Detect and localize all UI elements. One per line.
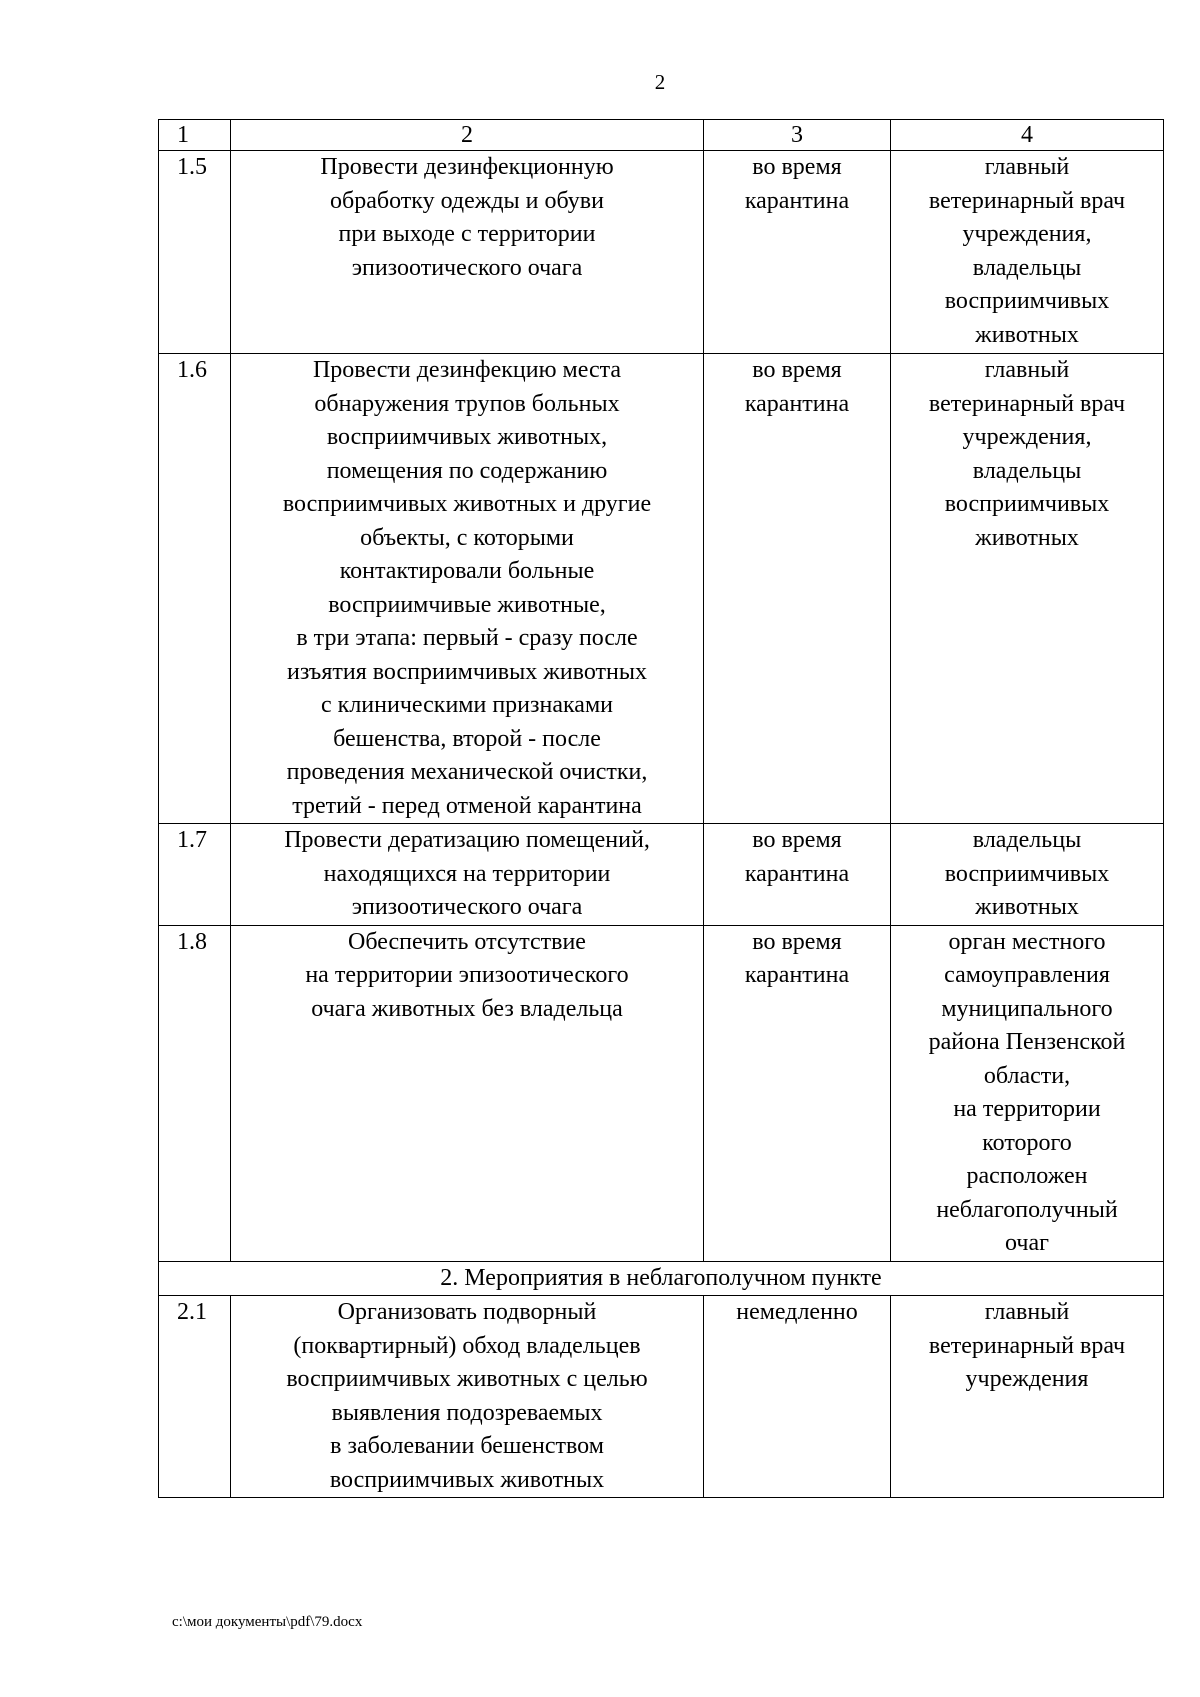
header-col-1: 1 xyxy=(159,120,231,151)
row-action: Организовать подворный (поквартирный) обход владельцев восприимчивых животных с целью выявления подозреваемых в заболевании бешенством восприимчивых животных xyxy=(231,1296,704,1498)
row-responsible: главный ветеринарный врач учреждения xyxy=(891,1296,1164,1498)
row-timing: немедленно xyxy=(704,1296,891,1498)
section-row xyxy=(159,1261,1164,1296)
row-number: 1.8 xyxy=(159,925,231,1261)
row-responsible: владельцы восприимчивых животных xyxy=(891,824,1164,926)
row-action: Провести дезинфекционную обработку одежды и обуви при выходе с территории эпизоотического очага xyxy=(231,151,704,354)
row-action: Обеспечить отсутствие на территории эпизоотического очага животных без владельца xyxy=(231,925,704,1261)
row-responsible: главный ветеринарный врач учреждения, владельцы восприимчивых животных xyxy=(891,354,1164,824)
row-number: 1.7 xyxy=(159,824,231,926)
table-row xyxy=(159,824,1164,926)
header-col-4: 4 xyxy=(891,120,1164,151)
row-timing: во время карантина xyxy=(704,151,891,354)
table-header-row xyxy=(159,120,1164,151)
row-timing: во время карантина xyxy=(704,925,891,1261)
row-number: 1.6 xyxy=(159,354,231,824)
page-number: 2 xyxy=(654,70,666,94)
table-row xyxy=(159,1296,1164,1498)
table-row xyxy=(159,151,1164,354)
row-timing: во время карантина xyxy=(704,354,891,824)
row-action: Провести дератизацию помещений, находящихся на территории эпизоотического очага xyxy=(231,824,704,926)
table-row xyxy=(159,925,1164,1261)
measures-table xyxy=(158,119,1164,1498)
section-title: 2. Мероприятия в неблагополучном пункте xyxy=(159,1261,1164,1296)
row-timing: во время карантина xyxy=(704,824,891,926)
table-row xyxy=(159,354,1164,824)
row-action: Провести дезинфекцию места обнаружения трупов больных восприимчивых животных, помещения по содержанию восприимчивых животных и другие объекты, с которыми контактировали больные восприимчивые животные, в три этапа: первый - сразу после изъятия восприимчивых животных с клиническими признаками бешенства, второй - после проведения механической очистки, третий - перед отменой карантина xyxy=(231,354,704,824)
row-responsible: главный ветеринарный врач учреждения, владельцы восприимчивых животных xyxy=(891,151,1164,354)
footer-file-path: c:\мои документы\pdf\79.docx xyxy=(172,1614,363,1630)
header-col-3: 3 xyxy=(704,120,891,151)
header-col-2: 2 xyxy=(231,120,704,151)
row-responsible: орган местного самоуправления муниципального района Пензенской области, на территории которого расположен неблагополучный очаг xyxy=(891,925,1164,1261)
row-number: 1.5 xyxy=(159,151,231,354)
row-number: 2.1 xyxy=(159,1296,231,1498)
